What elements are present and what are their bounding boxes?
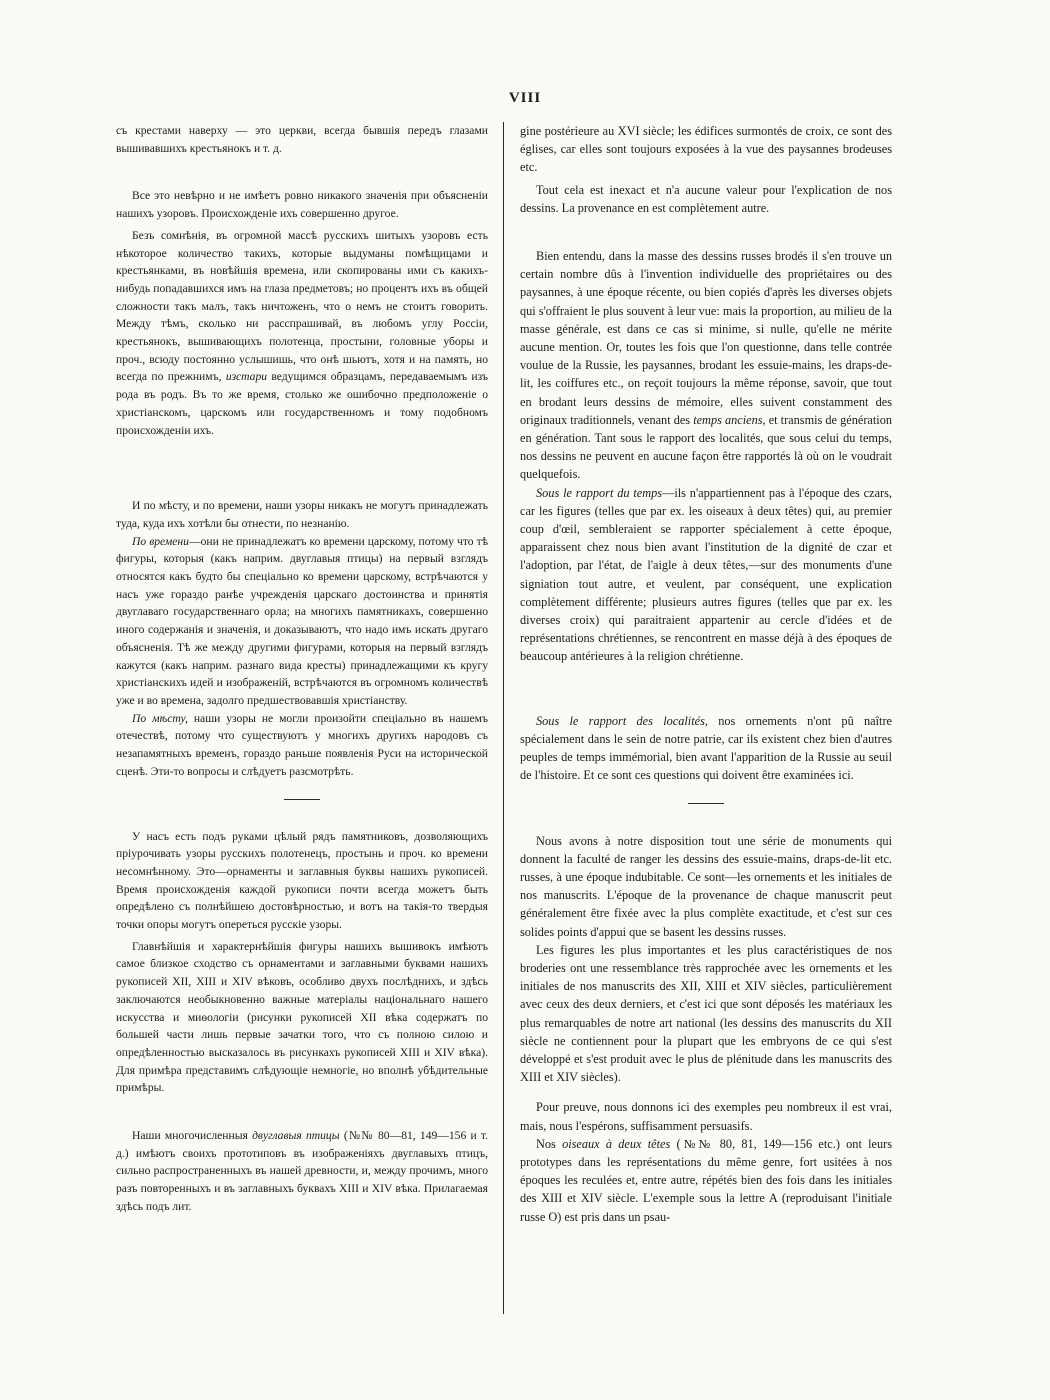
ru-paragraph-8: Главнѣйшія и характернѣйшія фигуры нашихъ вышивокъ имѣютъ самое близкое сходство съ орнаментами и заглавными буквами нашихъ рукописей XII, XIII и XIV вѣковъ, особливо двухъ послѣднихъ, и здѣсь заключаются необыкновенно важные матеріалы національнаго нашего искусства и миѳологіи (рисунки рукописей XII вѣка содержатъ по большей части лишь первые зачатки того, что съ полною силою и опредѣленностью высказалось въ рисункахъ рукописей XIII и XIV вѣка). Для примѣра представимъ слѣдующіе немногіе, но вполнѣ убѣдительные примѣры. xyxy=(116,939,488,1095)
ru-p5-text: —они не принадлежатъ ко времени царскому, потому что тѣ фигуры, которыя (какъ наприм. двуглавыя птицы) на первый взглядъ относятся какъ будто бы спеціально ко времени царскому, встрѣчаются у насъ уже гораздо ранѣе учрежденія царскаго достоинства и принятія двуглаваго государственнаго орла; на многихъ памятникахъ, совершенно иного содержанія и значенія, и доказываютъ, что надо имъ искать другаго объясненія. Тѣ же между другими фигурами, которыя на первый взглядъ кажутся (какъ наприм. разнаго вида кресты) принадлежащими къ кругу христіанскихъ идей и изображеній, встрѣчаются въ огромномъ количествѣ уже и во времена, задолго предшествовавшія христіанству. xyxy=(116,534,488,707)
fr-paragraph-2: Tout cela est inexact et n'a aucune valeur pour l'explication de nos dessins. La provenance en est complètement autre. xyxy=(520,182,892,215)
french-column xyxy=(520,122,892,1226)
fr-p4-text: —ils n'appartiennent pas à l'époque des czars, car les figures (telles que par ex. les oiseaux à deux têtes) qui, au premier coup d'œil, sembleraient se rapporter spécialement à cette époque, apparaissent chez nous bien avant l'institution de la dignité de czar et l'adoption, par l'état, de l'aigle à deux têtes,—sur des monuments d'une signiation tout autre, et veulent, par conséquent, une explication complètement différente; plusieurs autres figures (telles que par ex. les diverses croix) qui paraitraient appartenir au cercle d'idées et de représentations chrétiennes, se rencontrent en masse déjà à des époques de beaucoup antérieures à la religion chrétienne. xyxy=(520,485,892,664)
fr-p3-text: Bien entendu, dans la masse des dessins russes brodés il s'en trouve un certain nombre dûs à l'invention individuelle des propriétaires ou des paysannes, à une époque récente, ou bien copiés d'après les diverses objets qui s'offraient le plus souvent à leur vue: mais la proportion, au milieu de la masse générale, est dans ce cas si minime, si nulle, qu'elle ne mérite aucune mention. Or, toutes les fois que l'on questionne, dans telle contrée voulue de la Russie, les paysannes, brodant les essuie-mains, les draps-de-lit, les coiffures etc., on reçoit toujours la même réponse, savoir, que tout en brodant leurs dessins de mémoire, elles suivent constamment des originaux traditionnels, venant des xyxy=(520,249,892,427)
fr-p3-italic: temps anciens, xyxy=(693,412,766,427)
fr-paragraph-5 xyxy=(520,712,892,785)
ru-paragraph-1: съ крестами наверху — это церкви, всегда бывшія передъ глазами вышивавшихъ крестьянокъ и т. д. xyxy=(116,124,488,155)
ru-p9-italic: двуглавыя птицы xyxy=(252,1129,340,1143)
ru-p3-tail: ведущимся образцамъ, передаваемымъ изъ рода въ родъ. Въ то же время, столько же ошибочно предположеніе о христіанскомъ, царскомъ или государственномъ и тому подобномъ происхожденіи ихъ. xyxy=(116,370,488,437)
russian-column xyxy=(116,122,488,1216)
fr-paragraph-7: Les figures les plus importantes et les plus caractéristiques de nos broderies ont une ressemblance très rapprochée avec les ornements et les initiales de nos manuscrits des XII, XIII et XIV siècles, particulièrement avec ceux des deux derniers, et c'est ici que sont déposés les matériaux les plus remarquables de notre art national (les dessins des manuscrits du XII siècle ne contiennent pour la plupart que les embryons de ce qui s'est développé et s'est produit avec le plus de plénitude dans les manuscrits des XIII et XIV siècles). xyxy=(520,942,892,1085)
ru-p6-text: наши узоры не могли произойти спеціально въ нашемъ отечествѣ, потому что существуютъ у многихъ другихъ народовъ съ незапамятныхъ временъ, гораздо раньше появленія Руси на исторической сценѣ. Эти-то вопросы и слѣдуетъ разсмотрѣть. xyxy=(116,711,488,778)
ru-p6-italic: По мѣсту, xyxy=(132,711,188,725)
ru-p3-italic: изстари xyxy=(225,370,268,384)
fr-paragraph-9 xyxy=(520,1135,892,1226)
section-separator xyxy=(284,799,320,800)
section-separator xyxy=(688,803,724,804)
page-number: VIII xyxy=(508,90,542,106)
fr-paragraph-1: gine postérieure au XVI siècle; les édifices surmontés de croix, ce sont des églises, car elles sont toujours exposées à la vue des paysannes brodeuses etc. xyxy=(520,124,892,175)
fr-paragraph-3 xyxy=(520,247,892,484)
ru-paragraph-4: И по мѣсту, и по времени, наши узоры никакъ не могутъ принадлежать туда, куда ихъ хотѣли бы отнести, по незнанію. xyxy=(116,499,488,530)
ru-paragraph-6 xyxy=(116,710,488,781)
ru-paragraph-2: Все это невѣрно и не имѣетъ ровно никакого значенія при объясненіи нашихъ узоровъ. Происхожденіе ихъ совершенно другое. xyxy=(116,189,488,221)
ru-paragraph-7: У насъ есть подъ руками цѣлый рядъ памятниковъ, дозволяющихъ пріурочивать узоры русскихъ полотенецъ, простынь и проч. ко времени несомнѣнному. Это—орнаменты и заглавныя буквы нашихъ рукописей. Время происхожденія каждой рукописи почти всегда можетъ быть опредѣлено съ полнѣйшею достовѣрностью, и вотъ на такія-то твердыя точки опоры могутъ опереться русскіе узоры. xyxy=(116,829,488,932)
fr-p3-tail: et transmis de génération en génération. Tant sous le rapport des localités, que sous celui du temps, nos dessins ne peuvent en aucune façon être rapportés là où on le voudrait quelquefois. xyxy=(520,412,892,482)
fr-paragraph-8: Pour preuve, nous donnons ici des exemples peu nombreux il est vrai, mais, nous l'espérons, suffisamment persuasifs. xyxy=(520,1100,892,1133)
ru-p5-italic: По времени xyxy=(132,534,189,548)
fr-paragraph-6: Nous avons à notre disposition tout une série de monuments qui donnent la faculté de ranger les dessins des essuie-mains, draps-de-lit etc. russes, à une époque indubitable. Ce sont—les ornements et les initiales de nos manuscrits. L'époque de la provenance de chaque manuscrit peut généralement être fixée avec la plus complète exactitude, et c'est sur ces solides points d'appui que se basent les dessins russes. xyxy=(520,833,892,939)
fr-paragraph-4 xyxy=(520,484,892,666)
ru-paragraph-9 xyxy=(116,1127,488,1216)
ru-p9-text: (№№ 80—81, 149—156 и т. д.) имѣютъ своихъ прототиповъ въ изображеніяхъ двуглавыхъ птицъ, сильно распространенныхъ въ нашей древности, и, между прочимъ, много разъ повторенныхъ и въ заглавныхъ буквахъ XIII и XIV вѣка. Прилагаемая здѣсь подъ лит. xyxy=(116,1129,489,1213)
ru-paragraph-5 xyxy=(116,533,488,710)
ru-p3-text: Безъ сомнѣнія, въ огромной массѣ русскихъ шитыхъ узоровъ есть нѣкоторое количество такихъ, которые выдуманы помѣщицами и крестьянками, въ новѣйшія времена, или скопированы ими съ какихъ-нибудь попадавшихся имъ на глаза предметовъ; но процентъ ихъ въ общей сложности такъ малъ, такъ ничтоженъ, что о немъ не стоитъ говорить. Между тѣмъ, сколько ни расспрашивай, въ любомъ углу Россіи, крестьянокъ, вышивающихъ полотенца, простыни, головные уборы и проч., всюду постоянно услышишь, что онѣ шьютъ, хотя и на память, но всегда по прежнимъ, xyxy=(116,228,488,384)
ru-p9-head: Наши многочисленныя xyxy=(132,1129,248,1143)
fr-p5-italic: Sous le rapport des localités, xyxy=(536,713,708,728)
column-divider xyxy=(503,122,504,1314)
fr-p4-italic: Sous le rapport du temps xyxy=(536,485,663,500)
fr-p5-text: nos ornements n'ont pû naître spécialement dans le sein de notre patrie, car ils existent chez bien d'autres peuples de temps immémorial, bien avant l'apparition de la Russie au seuil de l'histoire. Et ce sont ces questions qui doivent être examinées ici. xyxy=(520,713,892,783)
ru-paragraph-3 xyxy=(116,227,488,439)
fr-p9-head: Nos xyxy=(536,1136,556,1151)
fr-p9-text: (№№ 80, 81, 149—156 etc.) ont leurs prototypes dans les représentations du même genre, fort usitées à nos époques les reculées et, entre autre, répétés bien des fois dans les initiales des XIII et XIV siècle. L'exemple sous la lettre A (reproduisant l'initiale russe О) est pris dans un psau- xyxy=(520,1136,893,1224)
fr-p9-italic: oiseaux à deux têtes xyxy=(562,1136,671,1151)
